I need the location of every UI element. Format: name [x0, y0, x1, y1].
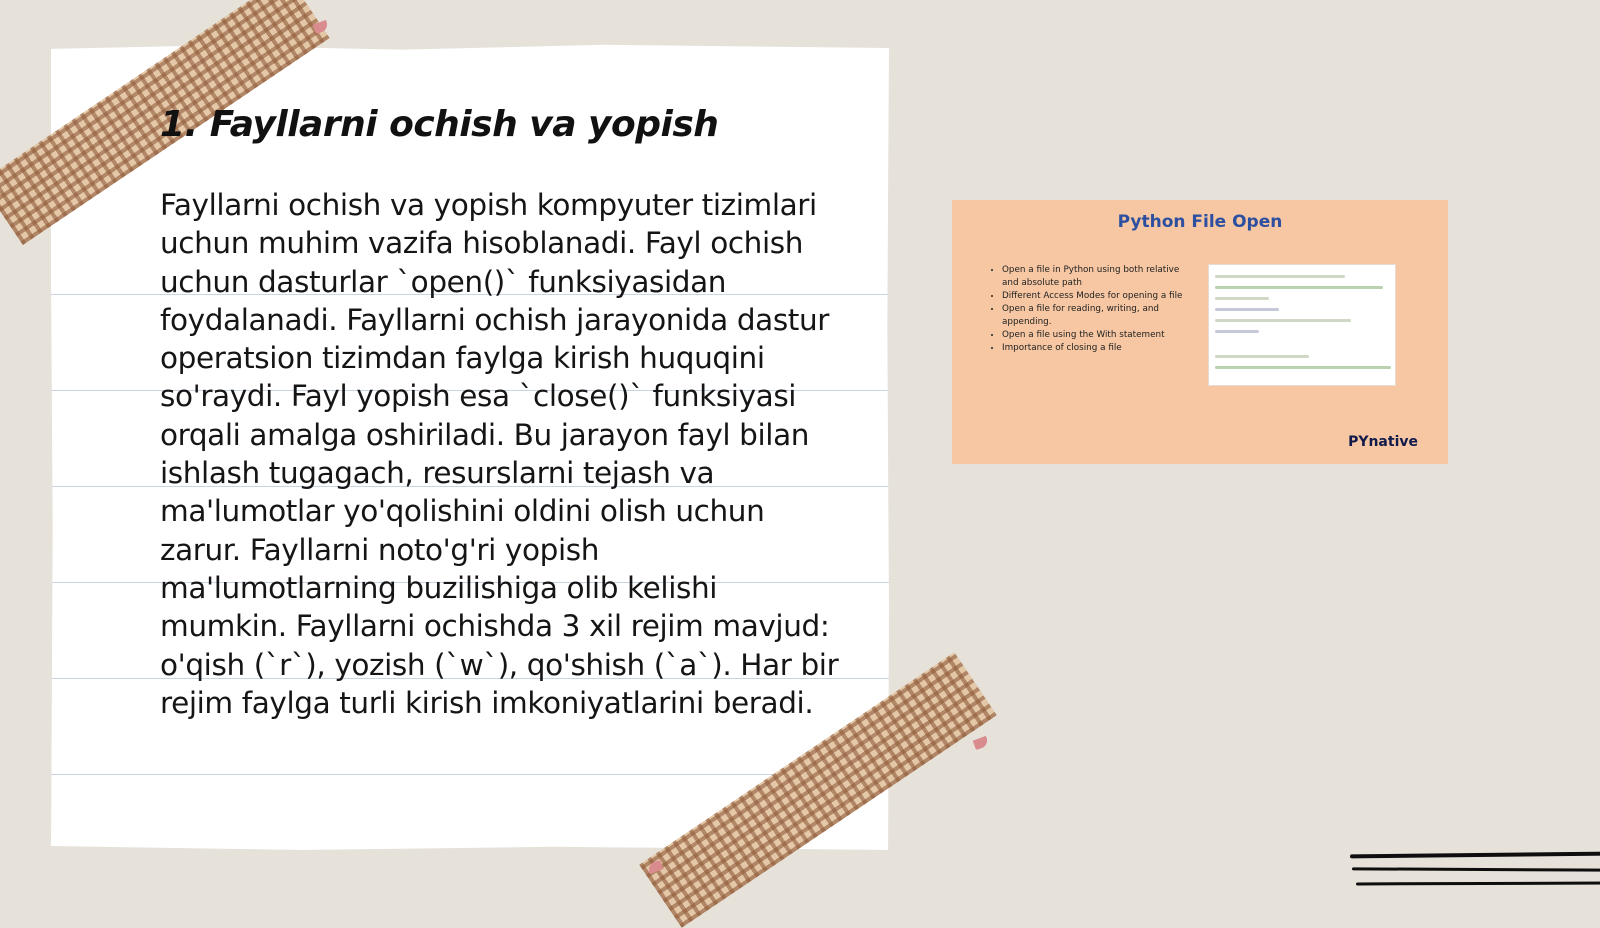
code-line: [1215, 286, 1383, 289]
code-line: [1215, 319, 1351, 322]
decorative-brush-stroke: [1352, 867, 1600, 871]
thumbnail-bullet-list: [988, 264, 1198, 355]
code-line: [1215, 297, 1269, 300]
code-snippet-image: [1208, 264, 1396, 386]
decorative-brush-stroke: [1350, 852, 1600, 859]
thumbnail-title: Python File Open: [1117, 212, 1283, 232]
decorative-brush-stroke: [1356, 882, 1600, 886]
thumbnail-bullet: • Open a file for reading, writing, and appending.: [1002, 303, 1198, 329]
code-line: [1215, 366, 1391, 369]
slide-body-text: Fayllarni ochish va yopish kompyuter tizimlari uchun muhim vazifa hisoblanadi. Fayl ochish uchun dasturlar `open()` funksiyasidan foydalanadi. Fayllarni ochish jarayonida dastur operatsion tizimdan faylga kirish huquqini so'raydi. Fayl yopish esa `close()` funksiyasi orqali amalga oshiriladi. Bu jarayon fayl bilan ishlash tugagach, resurslarni tejash va ma'lumotlar yo'qolishini oldini olish uchun zarur. Fayllarni noto'g'ri yopish ma'lumotlarning buzilishiga olib kelishi mumkin. Fayllarni ochishda 3 xil rejim mavjud: o'qish (`r`), yozish (`w`), qo'shish (`a`). Har bir rejim faylga turli kirish imkoniyatlarini beradi.: [160, 188, 839, 720]
code-line: [1215, 275, 1345, 278]
tape-tab-decoration: [973, 736, 990, 750]
python-file-open-thumbnail: [952, 200, 1448, 464]
code-line: [1215, 308, 1279, 311]
slide-title: 1. Fayllarni ochish va yopish: [160, 104, 719, 145]
paper-rule-line: [51, 774, 889, 775]
thumbnail-bullet: • Different Access Modes for opening a file: [1002, 290, 1198, 303]
thumbnail-bullet: • Open a file in Python using both relative and absolute path: [1002, 264, 1198, 290]
thumbnail-bullet: • Open a file using the With statement: [1002, 329, 1198, 342]
thumbnail-bullet: • Importance of closing a file: [1002, 342, 1198, 355]
code-line: [1215, 330, 1259, 333]
code-line: [1215, 355, 1309, 358]
pynative-logo: PYnative: [1348, 434, 1418, 450]
